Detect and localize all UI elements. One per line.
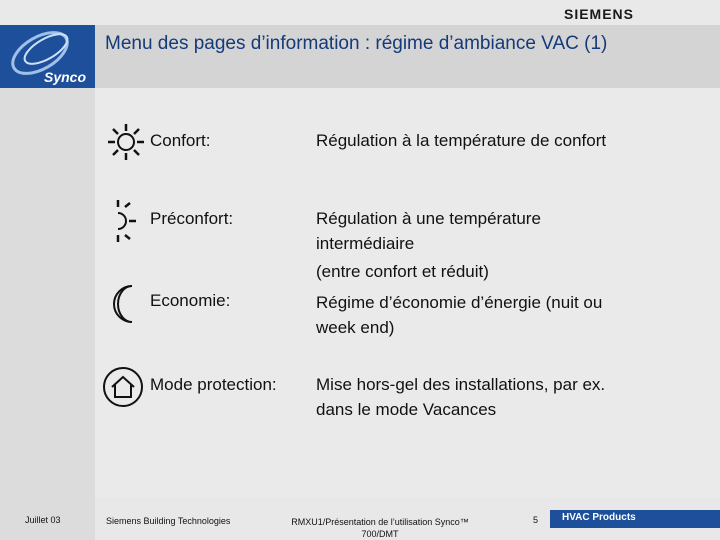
footer-date: Juillet 03 xyxy=(25,515,61,525)
row-label-economie: Economie: xyxy=(150,291,231,310)
doc-ref-line: 700/DMT xyxy=(361,529,399,539)
desc-line: (entre confort et réduit) xyxy=(316,262,489,281)
desc-line: Mise hors-gel des installations, par ex. xyxy=(316,375,606,394)
page-number: 5 xyxy=(533,515,539,525)
page-title: Menu des pages d’information : régime d’ambiance VAC (1) xyxy=(105,33,608,54)
siemens-logo: SIEMENS xyxy=(563,6,634,22)
row-label-mode-protection: Mode protection: xyxy=(150,375,277,394)
row-desc-confort xyxy=(316,128,606,153)
footer-doc-ref xyxy=(280,516,480,540)
sun-icon xyxy=(108,123,144,166)
row-desc-preconfort xyxy=(316,206,541,284)
doc-ref-line: RMXU1/Présentation de l’utilisation Synco™ xyxy=(291,517,469,527)
footer-company: Siemens Building Technologies xyxy=(106,516,231,526)
row-label-preconfort: Préconfort: xyxy=(150,209,234,228)
hvac-products-label: HVAC Products xyxy=(562,512,636,523)
row-desc-mode-protection xyxy=(316,372,605,422)
synco-logo xyxy=(0,25,95,88)
house-icon xyxy=(102,366,144,413)
half-sun-icon xyxy=(112,199,138,248)
row-desc-economie xyxy=(316,290,602,340)
desc-line: week end) xyxy=(316,318,395,337)
desc-line: Régulation à la température de confort xyxy=(316,131,607,150)
desc-line: intermédiaire xyxy=(316,234,415,253)
desc-line: Régime d’économie d’énergie (nuit ou xyxy=(316,293,603,312)
desc-line: Régulation à une température xyxy=(316,209,541,228)
synco-logo-graphic xyxy=(0,25,95,88)
desc-line: dans le mode Vacances xyxy=(316,400,497,419)
moon-icon xyxy=(112,284,138,329)
synco-logo-text: Synco xyxy=(44,69,87,85)
row-label-confort: Confort: xyxy=(150,131,211,150)
